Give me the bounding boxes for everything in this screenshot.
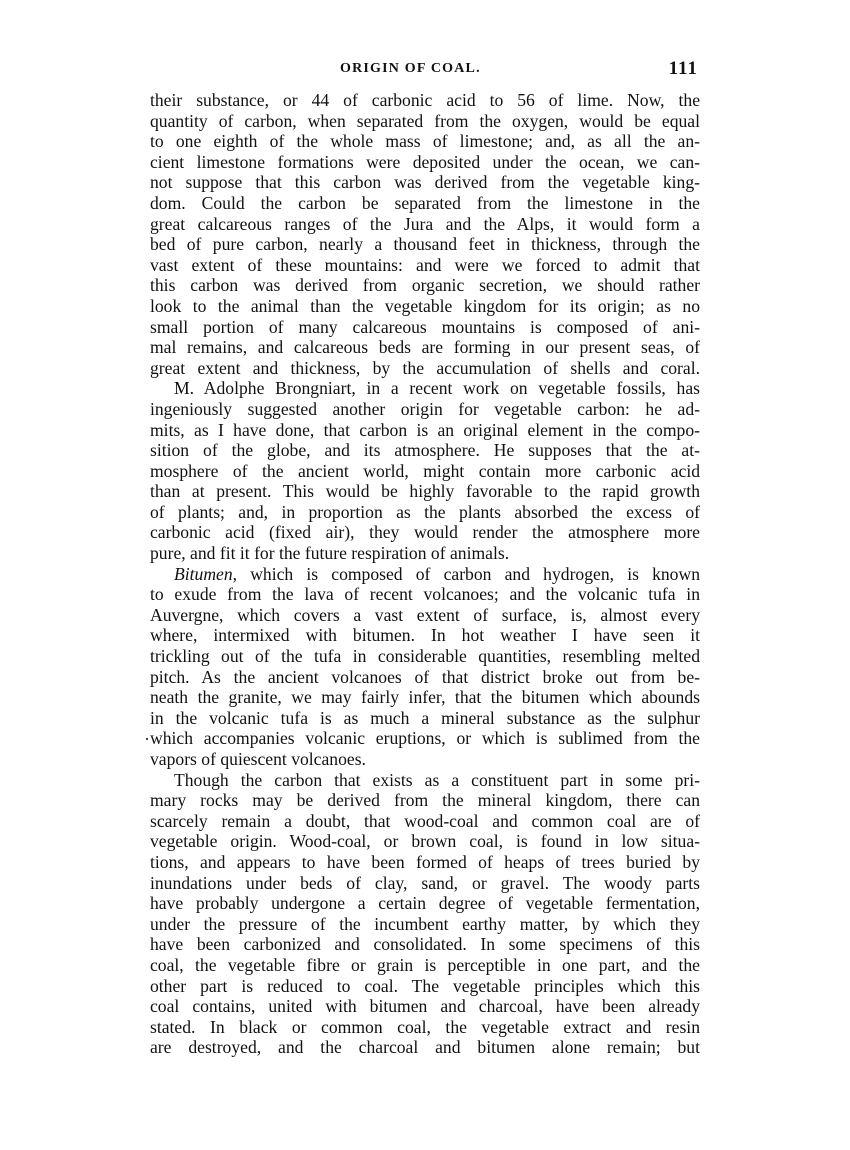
text-line xyxy=(150,275,700,296)
text-line xyxy=(150,996,700,1017)
text-line xyxy=(150,584,700,605)
text-run: pitch. As the ancient volcanoes of that district broke out from be- xyxy=(150,666,700,687)
text-run: than at present. This would be highly favorable to the rapid growth xyxy=(150,481,700,502)
text-line xyxy=(150,955,700,976)
italic-term: Bitumen xyxy=(174,563,233,584)
text-line xyxy=(150,976,700,997)
text-line xyxy=(150,420,700,441)
text-run: vast extent of these mountains: and were we forced to admit that xyxy=(150,254,700,275)
text-line xyxy=(150,337,700,358)
text-line xyxy=(150,811,700,832)
text-line xyxy=(150,543,700,564)
text-line xyxy=(150,461,700,482)
text-run: which accompanies volcanic eruptions, or which is sublimed from the xyxy=(150,728,700,749)
text-run: M. Adolphe Brongniart, in a recent work on vegetable fossils, has xyxy=(174,378,700,399)
text-line xyxy=(150,358,700,379)
text-run: stated. In black or common coal, the vegetable extract and resin xyxy=(150,1016,700,1037)
text-run: coal, the vegetable fibre or grain is perceptible in one part, and the xyxy=(150,954,700,975)
text-run: their substance, or 44 of carbonic acid to 56 of lime. Now, the xyxy=(150,90,700,110)
text-run: trickling out of the tufa in considerable quantities, resembling melted xyxy=(150,646,700,667)
text-run: other part is reduced to coal. The vegetable principles which this xyxy=(150,975,700,996)
text-run: mal remains, and calcareous beds are forming in our present seas, of xyxy=(150,337,700,358)
text-run: where, intermixed with bitumen. In hot weather I have seen it xyxy=(150,625,700,646)
text-line xyxy=(150,1037,700,1058)
text-run: coal contains, united with bitumen and charcoal, have been already xyxy=(150,996,700,1017)
text-run: great extent and thickness, by the accumulation of shells and coral. xyxy=(150,357,700,378)
text-line xyxy=(150,502,700,523)
text-run: in the volcanic tufa is as much a mineral substance as the sulphur xyxy=(150,707,700,728)
text-line xyxy=(150,317,700,338)
text-line xyxy=(150,770,700,791)
text-line xyxy=(150,708,700,729)
text-line xyxy=(150,131,700,152)
text-run: great calcareous ranges of the Jura and the Alps, it would form a xyxy=(150,213,700,234)
text-run: not suppose that this carbon was derived from the vegetable king- xyxy=(150,172,700,193)
text-run: mosphere of the ancient world, might contain more carbonic acid xyxy=(150,460,700,481)
text-line xyxy=(150,172,700,193)
text-line xyxy=(150,790,700,811)
text-run: ingeniously suggested another origin for vegetable carbon: he ad- xyxy=(150,398,700,419)
text-line xyxy=(150,893,700,914)
text-run: vegetable origin. Wood-coal, or brown coal, is found in low situa- xyxy=(150,831,700,852)
text-line xyxy=(150,831,700,852)
text-run: under the pressure of the incumbent earthy matter, by which they xyxy=(150,913,700,934)
text-run: dom. Could the carbon be separated from the limestone in the xyxy=(150,192,700,213)
text-run: , which is composed of carbon and hydrogen, is known xyxy=(232,563,700,584)
text-run: have probably undergone a certain degree of vegetable fermentation, xyxy=(150,893,700,914)
text-line xyxy=(150,625,700,646)
text-run: neath the granite, we may fairly infer, that the bitumen which abounds xyxy=(150,687,700,708)
text-line xyxy=(150,440,700,461)
text-line xyxy=(150,914,700,935)
text-line xyxy=(150,522,700,543)
text-run: to one eighth of the whole mass of limestone; and, as all the an- xyxy=(150,131,700,152)
text-run: bed of pure carbon, nearly a thousand feet in thickness, through the xyxy=(150,234,700,255)
text-line xyxy=(150,296,700,317)
text-run: mits, as I have done, that carbon is an original element in the compo- xyxy=(150,419,700,440)
running-title: ORIGIN OF COAL. xyxy=(340,61,481,76)
text-line xyxy=(150,564,700,585)
text-run: mary rocks may be derived from the mineral kingdom, there can xyxy=(150,790,700,811)
text-line xyxy=(150,667,700,688)
text-line xyxy=(150,255,700,276)
text-run: cient limestone formations were deposited under the ocean, we can- xyxy=(150,151,700,172)
text-run: look to the animal than the vegetable kingdom for its origin; as no xyxy=(150,295,700,316)
text-run: sition of the globe, and its atmosphere. He supposes that the at- xyxy=(150,440,700,461)
text-line xyxy=(150,1017,700,1038)
text-run: carbonic acid (fixed air), they would render the atmosphere more xyxy=(150,522,700,543)
text-run: Auvergne, which covers a vast extent of surface, is, almost every xyxy=(150,604,700,625)
text-run: quantity of carbon, when separated from the oxygen, would be equal xyxy=(150,110,700,131)
text-line xyxy=(150,90,700,111)
body-text xyxy=(150,90,700,1058)
text-line xyxy=(150,234,700,255)
text-run: to exude from the lava of recent volcanoes; and the volcanic tufa in xyxy=(150,584,700,605)
text-run: vapors of quiescent volcanoes. xyxy=(150,749,366,769)
text-run: scarcely remain a doubt, that wood-coal and common coal are of xyxy=(150,810,700,831)
text-line xyxy=(150,852,700,873)
text-line xyxy=(150,934,700,955)
text-line xyxy=(150,193,700,214)
text-line xyxy=(150,728,700,749)
running-header xyxy=(150,58,700,84)
text-run: of plants; and, in proportion as the plants absorbed the excess of xyxy=(150,501,700,522)
text-line xyxy=(150,152,700,173)
text-run: pure, and fit it for the future respiration of animals. xyxy=(150,543,510,564)
text-line xyxy=(150,873,700,894)
text-line xyxy=(150,605,700,626)
text-line xyxy=(150,749,700,770)
text-line xyxy=(150,399,700,420)
text-run: have been carbonized and consolidated. In some specimens of this xyxy=(150,934,700,955)
text-run: tions, and appears to have been formed of heaps of trees buried by xyxy=(150,851,700,872)
text-line xyxy=(150,687,700,708)
page-number: 111 xyxy=(668,58,698,79)
text-line xyxy=(150,481,700,502)
text-line xyxy=(150,214,700,235)
text-run: this carbon was derived from organic secretion, we should rather xyxy=(150,275,700,296)
text-run: Though the carbon that exists as a constituent part in some pri- xyxy=(174,769,700,790)
text-line xyxy=(150,378,700,399)
text-line xyxy=(150,646,700,667)
text-run: inundations under beds of clay, sand, or gravel. The woody parts xyxy=(150,872,700,893)
text-run: small portion of many calcareous mountains is composed of ani- xyxy=(150,316,700,337)
text-line xyxy=(150,111,700,132)
text-run: are destroyed, and the charcoal and bitumen alone remain; but xyxy=(150,1037,700,1058)
